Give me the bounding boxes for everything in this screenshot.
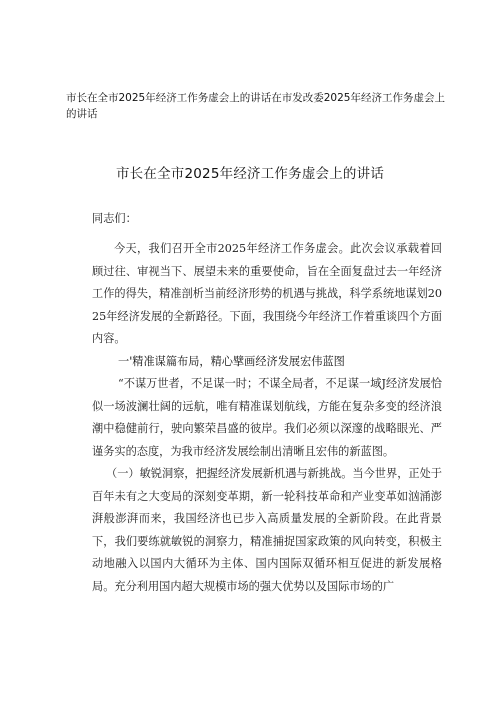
section-paragraph-1: “不谋万世者，不足谋一时；不谋全局者，不足谋一域J经济发展恰似一场波澜壮阔的远航，唯有精准谋划航线，方能在复杂多变的经济浪潮中稳健前行，驶向繁荣昌盛的彼岸。我们必须以深邃的战略眼光、严谨务实的态度，为我市经济发展绘制出清晰且宏伟的新蓝图。	[92, 377, 442, 458]
section-paragraph-2: （一）敏锐洞察，把握经济发展新机遇与新挑战。当今世界，正处于百年未有之大变局的深刻变革期，新一轮科技革命和产业变革如汹涌澎湃般澎湃而来，我国经济也已步入高质量发展的全新阶段。在此背景下，我们要练就敏锐的洞察力，精准捕捉国家政策的风向转变，积极主动地融入以国内大循环为主体、国内国际双循环相互促进的新发展格局。充分利用国内超大规模市场的强大优势以及国际市场的广	[92, 467, 442, 593]
document-header-caption: 市长在全市2025年经济工作务虚会上的讲话在市发改委2025年经济工作务虚会上的讲话	[66, 92, 445, 120]
section-heading-1: 一'精准谋篇布局，精心擘画经济发展宏伟蓝图	[118, 354, 345, 368]
document-body	[92, 209, 442, 598]
document-title: 市长在全市2025年经济工作务虚会上的讲话	[115, 166, 385, 182]
salutation: 同志们：	[92, 212, 137, 225]
intro-paragraph: 今天，我们召开全市2025年经济工作务虚会。此次会议承载着回顾过往、审视当下、展望未来的重要使命，旨在全面复盘过去一年经济工作的得失，精准剖析当前经济形势的机遇与挑战，科学系统地谋划2025年经济发展的全新路径。下面，我围绕今年经济工作着重谈四个方面内容。	[92, 242, 442, 345]
